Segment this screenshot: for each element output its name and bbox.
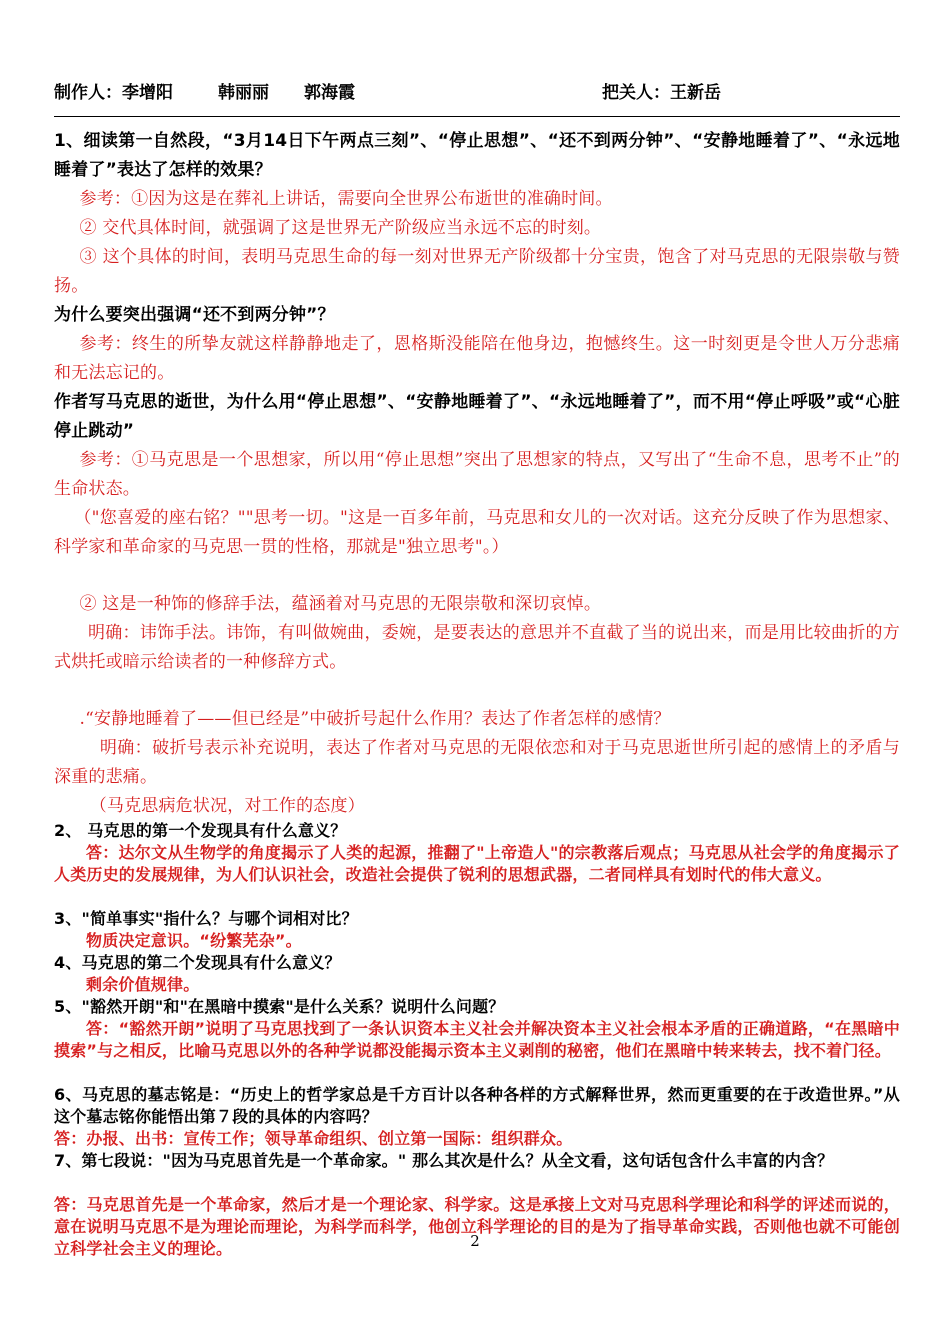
q1-question: 1、细读第一自然段，“3月14日下午两点三刻”、“停止思想”、“还不到两分钟”、“安静地睡着了”、“永远地睡着了”表达了怎样的效果？ xyxy=(54,131,900,180)
maker-3: 郭海霞 xyxy=(304,83,355,103)
q1-ref-1: 参考：①因为这是在葬礼上讲话，需要向全世界公布逝世的准确时间。 xyxy=(79,189,613,209)
q1c-ref-2: （"您喜爱的座右铭？""思考一切。"这是一百多年前，马克思和女儿的一次对话。这充分反映了作为思想家、科学家和革命家的马克思一贯的性格，那就是"独立思考"。） xyxy=(54,508,900,557)
q4-answer: 剩余价值规律。 xyxy=(86,975,200,994)
q3-answer: 物质决定意识。“纷繁芜杂”。 xyxy=(86,931,302,950)
q5-answer: 答：“豁然开朗”说明了马克思找到了一条认识资本主义社会并解决资本主义社会根本矛盾的正确道路，“在黑暗中摸索”与之相反，比喻马克思以外的各种学说都没能揭示资本主义剥削的秘密，他们在黑暗中转来转去，找不着门径。 xyxy=(54,1019,900,1060)
q1-ref-3: ③ 这个具体的时间，表明马克思生命的每一刻对世界无产阶级都十分宝贵，饱含了对马克思的无限崇敬与赞扬。 xyxy=(54,247,900,296)
page-number: 2 xyxy=(470,1232,480,1250)
q1d-note: （马克思病危状况，对工作的态度） xyxy=(89,796,365,816)
q1d-question: .“安静地睡着了——但已经是”中破折号起什么作用？表达了作者怎样的感情？ xyxy=(79,709,671,729)
q7-question: 7、第七段说："因为马克思首先是一个革命家。" 那么其次是什么？从全文看，这句话包含什么丰富的内含？ xyxy=(54,1151,834,1170)
q7-answer: 答：马克思首先是一个革命家，然后才是一个理论家、科学家。这是承接上文对马克思科学理论和科学的评述而说的，意在说明马克思不是为理论而理论，为科学而科学，他创立科学理论的目的是为了指导革命实践，否则他也就不可能创立科学社会主义的理论。 xyxy=(54,1195,900,1258)
maker-label: 制作人：李增阳 xyxy=(54,83,173,103)
checker-label: 把关人：王新岳 xyxy=(602,83,721,103)
q6-answer: 答：办报、出书：宣传工作；领导革命组织、创立第一国际：组织群众。 xyxy=(54,1129,573,1148)
q1c-question: 作者写马克思的逝世，为什么用“停止思想”、“安静地睡着了”、“永远地睡着了”，而不用“停止呼吸”或“心脏停止跳动” xyxy=(54,392,900,441)
q2-question: 2、 马克思的第一个发现具有什么意义？ xyxy=(54,821,347,840)
q1c-ref-4: 明确：讳饰手法。讳饰，有叫做婉曲，委婉，是要表达的意思并不直截了当的说出来，而是用比较曲折的方式烘托或暗示给读者的一种修辞方式。 xyxy=(54,623,900,672)
q3-question: 3、"简单事实"指什么？与哪个词相对比？ xyxy=(54,909,358,928)
header xyxy=(54,78,900,104)
q2-answer: 答：达尔文从生物学的角度揭示了人类的起源，推翻了"上帝造人"的宗教落后观点；马克思从社会学的角度揭示了人类历史的发展规律，为人们认识社会，改造社会提供了锐利的思想武器，二者同样具有划时代的伟大意义。 xyxy=(54,843,900,884)
q1d-ref: 明确：破折号表示补充说明，表达了作者对马克思的无限依恋和对于马克思逝世所引起的感情上的矛盾与深重的悲痛。 xyxy=(54,738,900,787)
q1c-ref-3: ② 这是一种饰的修辞手法，蕴涵着对马克思的无限崇敬和深切哀悼。 xyxy=(79,594,602,614)
maker-2: 韩丽丽 xyxy=(218,83,269,103)
q1b-ref: 参考：终生的所挚友就这样静静地走了，恩格斯没能陪在他身边，抱憾终生。这一时刻更是令世人万分悲痛和无法忘记的。 xyxy=(54,334,900,383)
q1-ref-2: ② 交代具体时间，就强调了这是世界无产阶级应当永远不忘的时刻。 xyxy=(79,218,602,238)
q6-question: 6、马克思的墓志铭是：“历史上的哲学家总是千方百计以各种各样的方式解释世界，然而更重要的在于改造世界。”从这个墓志铭你能悟出第７段的具体的内容吗？ xyxy=(54,1085,900,1126)
q1b-question: 为什么要突出强调“还不到两分钟”？ xyxy=(54,305,335,325)
q1c-ref-1: 参考：①马克思是一个思想家，所以用“停止思想”突出了思想家的特点，又写出了“生命不息，思考不止”的生命状态。 xyxy=(54,450,900,499)
q4-question: 4、马克思的第二个发现具有什么意义？ xyxy=(54,953,341,972)
header-rule xyxy=(54,116,900,117)
q5-question: 5、"豁然开朗"和"在黑暗中摸索"是什么关系？说明什么问题？ xyxy=(54,997,505,1016)
